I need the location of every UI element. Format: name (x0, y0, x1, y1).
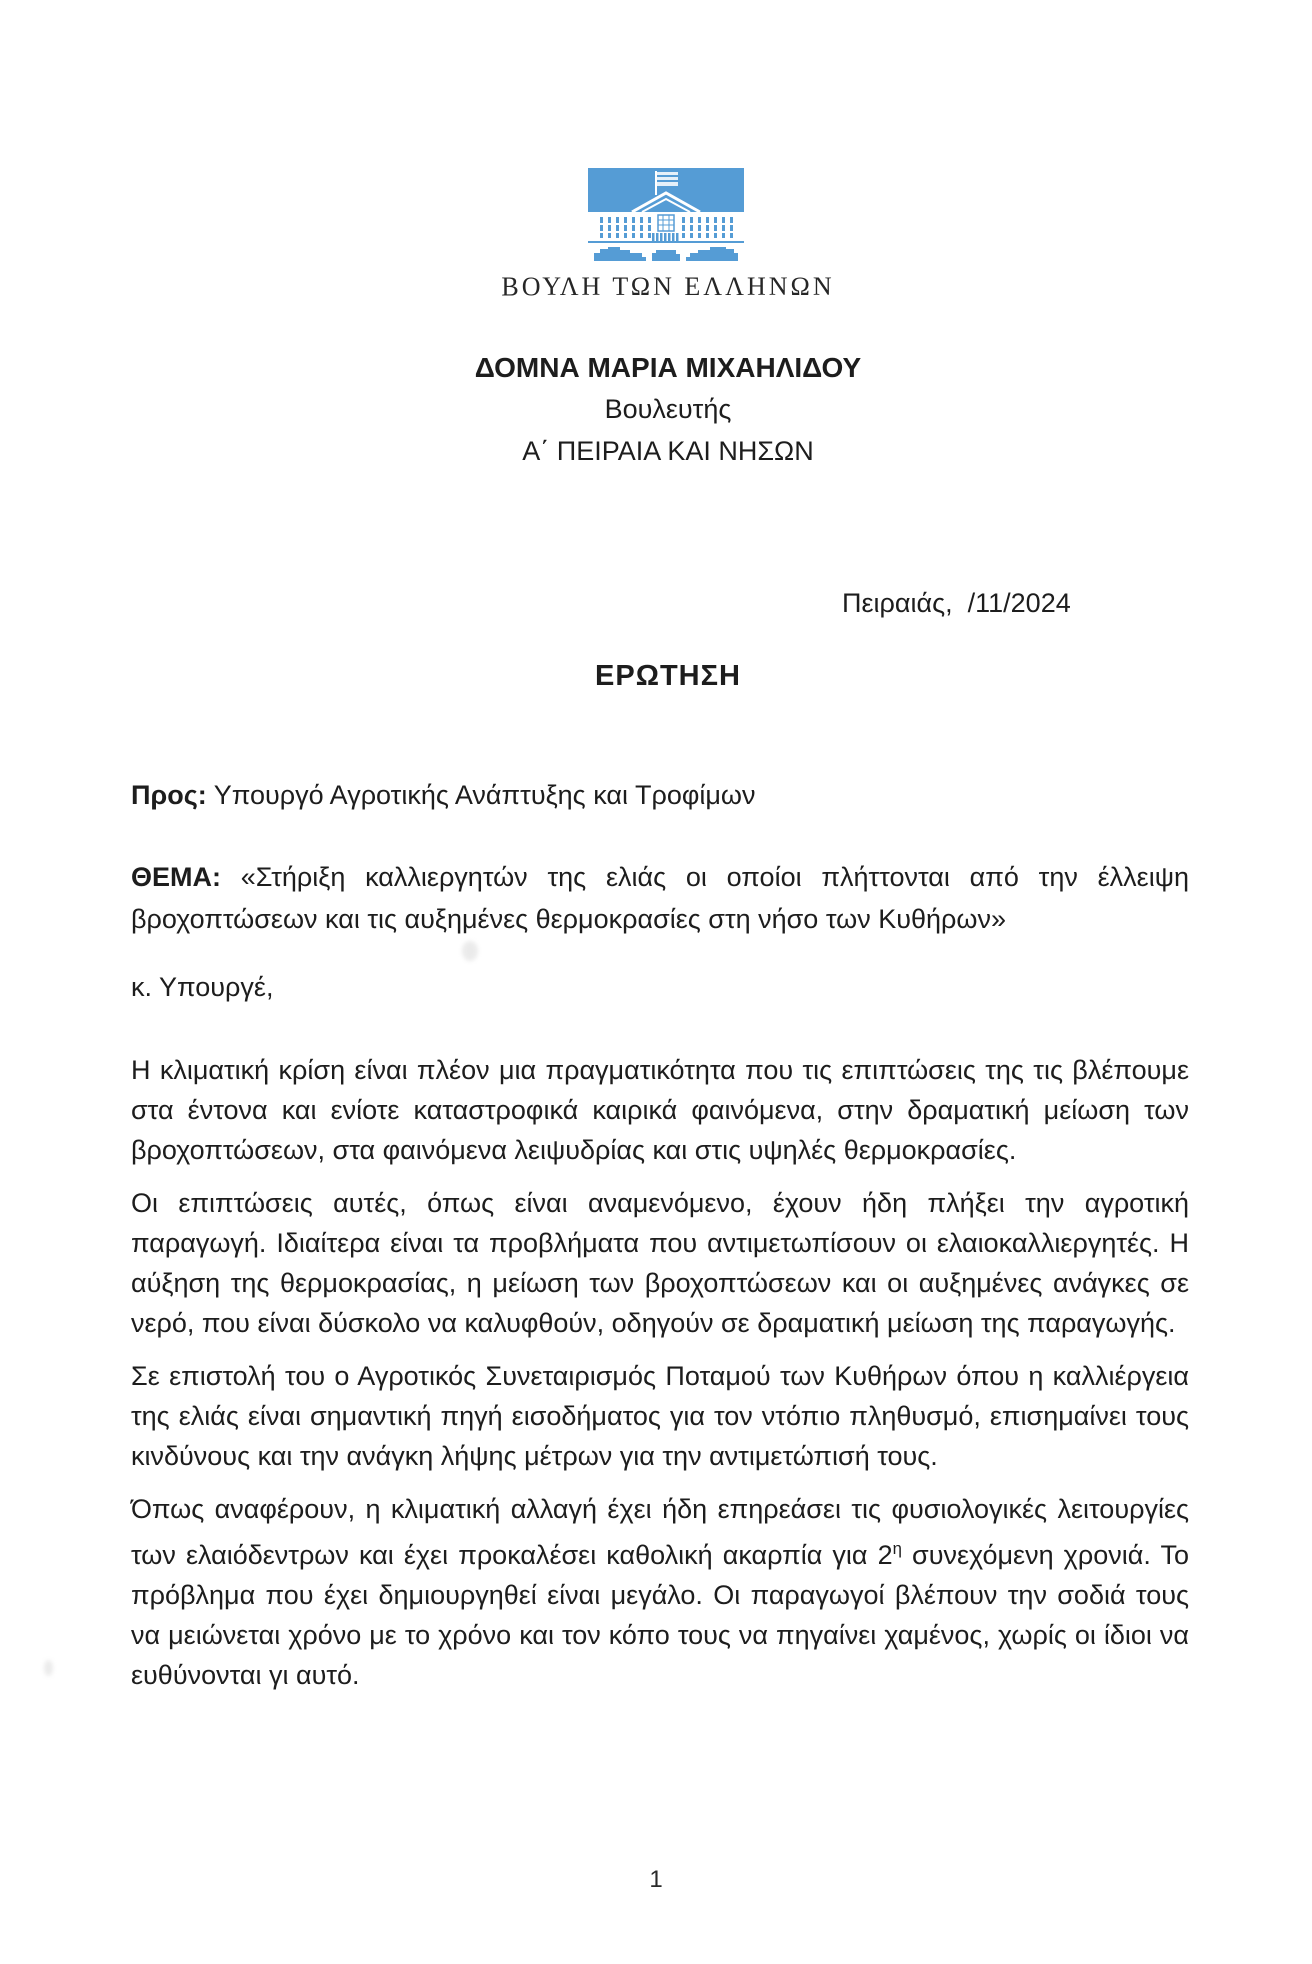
parliament-name: ΒΟΥΛΗ ΤΩΝ ΕΛΛΗΝΩΝ (501, 272, 835, 301)
subject-label: ΘΕΜΑ: (131, 862, 221, 892)
recipient-label: Προς: (131, 780, 207, 810)
scan-artifact (462, 941, 478, 961)
subject-text: «Στήριξη καλλιεργητών της ελιάς οι οποίοι πλήττονται από την έλλειψη βροχοπτώσεων και τις αυξημένες θερμοκρασίες στη νήσο των Κυθήρων» (131, 862, 1189, 934)
page-number: 1 (649, 1866, 663, 1893)
recipient-text: Υπουργό Αγροτικής Ανάπτυξης και Τροφίμων (206, 780, 756, 810)
paragraph-4-text: Όπως αναφέρουν, η κλιματική αλλαγή έχει ήδη επηρεάσει τις φυσιολογικές λειτουργίες των ελαιόδεντρων και έχει προκαλέσει καθολική ακαρπία για 2 (131, 1494, 1189, 1570)
recipient-line (131, 780, 756, 811)
paragraph-1: Η κλιματική κρίση είναι πλέον μια πραγματικότητα που τις επιπτώσεις της τις βλέπουμε στα έντονα και ενίοτε καταστροφικά καιρικά φαινόμενα, στην δραματική μείωση των βροχοπτώσεων, στα φαινόμενα λειψυδρίας και στις υψηλές θερμοκρασίες. (131, 1055, 1189, 1165)
mp-district: Α΄ ΠΕΙΡΑΙΑ ΚΑΙ ΝΗΣΩΝ (522, 436, 814, 466)
subject-line (131, 856, 1189, 940)
salutation: κ. Υπουργέ, (131, 972, 274, 1002)
paragraph-4-superscript: η (892, 1539, 902, 1558)
mp-role: Βουλευτής (604, 394, 732, 424)
paragraph-3: Σε επιστολή του ο Αγροτικός Συνεταιρισμός Ποταμού των Κυθήρων όπου η καλλιέργεια της ελιάς είναι σημαντική πηγή εισοδήματος για τον ντόπιο πληθυσμό, επισημαίνει τους κινδύνους και την ανάγκη λήψης μέτρων για την αντιμετώπισή τους. (131, 1361, 1189, 1471)
letter-body (131, 1050, 1189, 1708)
mp-name: ΔΟΜΝΑ ΜΑΡΙΑ ΜΙΧΑΗΛΙΔΟΥ (474, 352, 862, 383)
parliament-emblem (586, 163, 746, 265)
paragraph-2: Οι επιπτώσεις αυτές, όπως είναι αναμενόμενο, έχουν ήδη πλήξει την αγροτική παραγωγή. Ιδιαίτερα είναι τα προβλήματα που αντιμετωπίσουν οι ελαιοκαλλιεργητές. Η αύξηση της θερμοκρασίας, η μείωση των βροχοπτώσεων και οι αυξημένες ανάγκες σε νερό, που είναι δύσκολο να καλυφθούν, οδηγούν σε δραματική μείωση της παραγωγής. (131, 1188, 1189, 1338)
scan-artifact (44, 1660, 53, 1676)
paragraph-4-text-continued: συνεχόμενη χρονιά. Το πρόβλημα που έχει δημιουργηθεί είναι μεγάλο. Οι παραγωγοί βλέπουν την σοδιά τους να μειώνεται χρόνο με το χρόνο και τον κόπο τους να πηγαίνει χαμένος, χωρίς οι ίδιοι να ευθύνονται γι αυτό. (131, 1540, 1189, 1690)
document-type-heading: ΕΡΩΤΗΣΗ (595, 660, 741, 692)
parliament-building-icon (586, 163, 746, 265)
paragraph-4 (131, 1489, 1189, 1695)
dateline: Πειραιάς, /11/2024 (842, 588, 1071, 618)
